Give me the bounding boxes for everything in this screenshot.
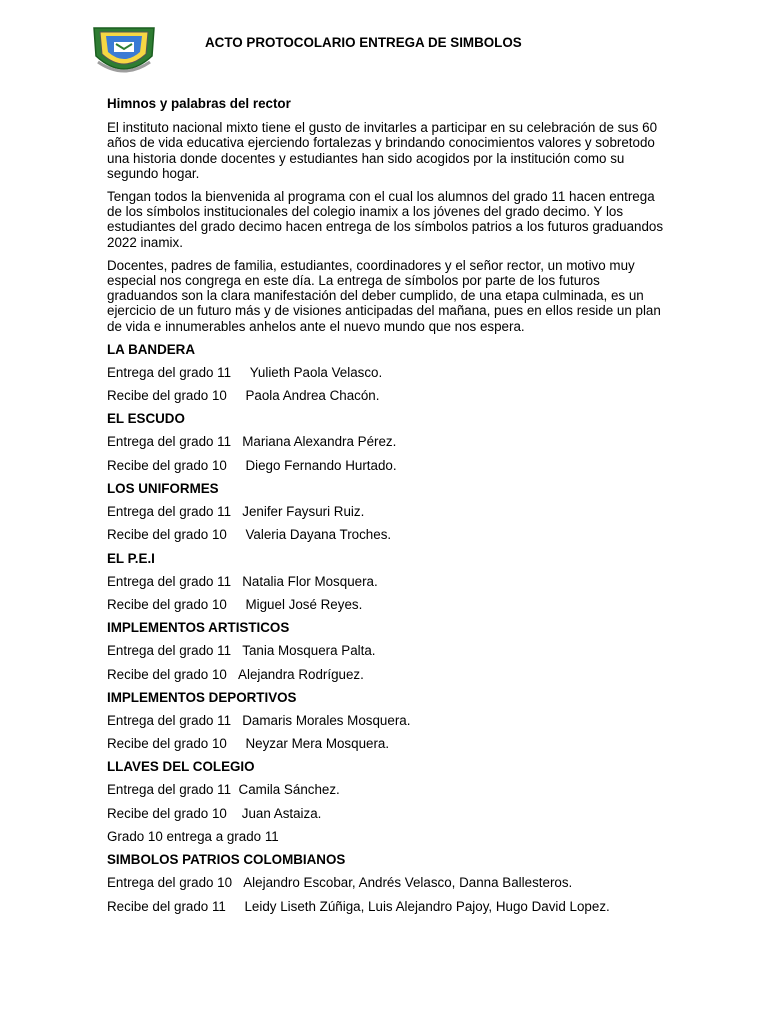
recibe-label: Recibe del grado 10 bbox=[107, 736, 227, 752]
entrega-label: Entrega del grado 11 bbox=[107, 643, 232, 659]
entrega-name: Yulieth Paola Velasco. bbox=[249, 364, 383, 380]
llaves-note: Grado 10 entrega a grado 11 bbox=[107, 829, 279, 844]
entrega-label: Entrega del grado 11 bbox=[107, 434, 232, 450]
entrega-row-escudo bbox=[107, 434, 667, 457]
entrega-label: Entrega del grado 11 bbox=[107, 364, 232, 380]
recibe-name: Miguel José Reyes. bbox=[245, 596, 363, 612]
entrega-row-uniformes bbox=[107, 504, 667, 527]
recibe-row-deportivos bbox=[107, 736, 667, 759]
entrega-name: Jenifer Faysuri Ruiz. bbox=[242, 504, 365, 520]
recibe-row-uniformes bbox=[107, 527, 667, 550]
recibe-row-bandera bbox=[107, 388, 667, 411]
entrega-label: Entrega del grado 10 bbox=[107, 875, 233, 891]
recibe-name: Neyzar Mera Mosquera. bbox=[245, 736, 390, 752]
entrega-row-pei bbox=[107, 574, 667, 597]
recibe-row-llaves bbox=[107, 806, 667, 829]
recibe-label: Recibe del grado 10 bbox=[107, 805, 227, 821]
entrega-row-artisticos bbox=[107, 643, 667, 666]
intro-paragraph-1: El instituto nacional mixto tiene el gusto de invitarles a participar en su celebración de sus 60 años de vida educativa ejerciendo fortalezas y brindando conocimientos valores y sobretodo una historia donde docentes y estudiantes han sido acogidos por la institución como su segundo hogar. bbox=[107, 120, 658, 181]
entrega-label: Entrega del grado 11 bbox=[107, 782, 232, 798]
recibe-label: Recibe del grado 10 bbox=[107, 457, 227, 473]
entrega-name: Mariana Alexandra Pérez. bbox=[242, 434, 397, 450]
recibe-label: Recibe del grado 10 bbox=[107, 666, 227, 682]
recibe-row-patrios bbox=[107, 899, 667, 914]
recibe-name: Diego Fernando Hurtado. bbox=[245, 457, 397, 473]
recibe-label: Recibe del grado 10 bbox=[107, 527, 227, 543]
section-title-bandera: LA BANDERA bbox=[107, 341, 196, 357]
recibe-label: Recibe del grado 10 bbox=[107, 388, 227, 404]
recibe-name: Valeria Dayana Troches. bbox=[245, 527, 392, 543]
entrega-label: Entrega del grado 11 bbox=[107, 712, 232, 728]
section-title-patrios: SIMBOLOS PATRIOS COLOMBIANOS bbox=[107, 852, 346, 868]
entrega-name: Tania Mosquera Palta. bbox=[242, 643, 376, 659]
intro-paragraph-2: Tengan todos la bienvenida al programa con el cual los alumnos del grado 11 hacen entrega de los símbolos institucionales del colegio inamix a los jóvenes del grado decimo. Y los estudiantes del grado decimo hacen entrega de los símbolos patrios a los futuros graduandos 2022 inamix. bbox=[107, 189, 664, 250]
recibe-name: Juan Astaiza. bbox=[241, 805, 322, 821]
document-body bbox=[107, 96, 667, 914]
entrega-label: Entrega del grado 11 bbox=[107, 504, 232, 520]
entrega-name: Damaris Morales Mosquera. bbox=[242, 712, 411, 728]
recibe-row-artisticos bbox=[107, 667, 667, 690]
recibe-name: Paola Andrea Chacón. bbox=[245, 388, 380, 404]
intro-heading: Himnos y palabras del rector bbox=[107, 96, 291, 111]
section-title-deportivos: IMPLEMENTOS DEPORTIVOS bbox=[107, 689, 297, 705]
entrega-name: Alejandro Escobar, Andrés Velasco, Danna Ballesteros. bbox=[243, 875, 573, 891]
section-title-uniformes: LOS UNIFORMES bbox=[107, 481, 219, 497]
entrega-row-patrios bbox=[107, 875, 667, 898]
section-title-pei: EL P.E.I bbox=[107, 550, 155, 566]
document-title: ACTO PROTOCOLARIO ENTREGA DE SIMBOLOS bbox=[205, 35, 522, 50]
section-title-llaves: LLAVES DEL COLEGIO bbox=[107, 759, 255, 775]
recibe-label: Recibe del grado 11 bbox=[107, 898, 226, 914]
recibe-name: Alejandra Rodríguez. bbox=[238, 666, 364, 682]
entrega-row-deportivos bbox=[107, 713, 667, 736]
recibe-row-pei bbox=[107, 597, 667, 620]
recibe-label: Recibe del grado 10 bbox=[107, 596, 227, 612]
entrega-name: Natalia Flor Mosquera. bbox=[242, 573, 378, 589]
entrega-name: Camila Sánchez. bbox=[238, 782, 340, 798]
section-title-escudo: EL ESCUDO bbox=[107, 411, 185, 427]
recibe-row-escudo bbox=[107, 458, 667, 481]
recibe-name: Leidy Liseth Zúñiga, Luis Alejandro Pajoy, Hugo David Lopez. bbox=[244, 898, 610, 914]
entrega-label: Entrega del grado 11 bbox=[107, 573, 232, 589]
entrega-row-llaves bbox=[107, 782, 667, 805]
intro-paragraph-3: Docentes, padres de familia, estudiantes, coordinadores y el señor rector, un motivo muy especial nos congrega en este día. La entrega de símbolos por parte de los futuros graduandos son la clara manifestación del deber cumplido, de una etapa culminada, es un ejercicio de un futuro más y de visiones anticipadas del mañana, pues en ellos reside un plan de vida e innumerables anhelos ante el nuevo mundo que nos espera. bbox=[107, 257, 661, 334]
school-seal-logo bbox=[90, 22, 158, 76]
entrega-row-bandera bbox=[107, 365, 667, 388]
section-title-artisticos: IMPLEMENTOS ARTISTICOS bbox=[107, 620, 290, 636]
